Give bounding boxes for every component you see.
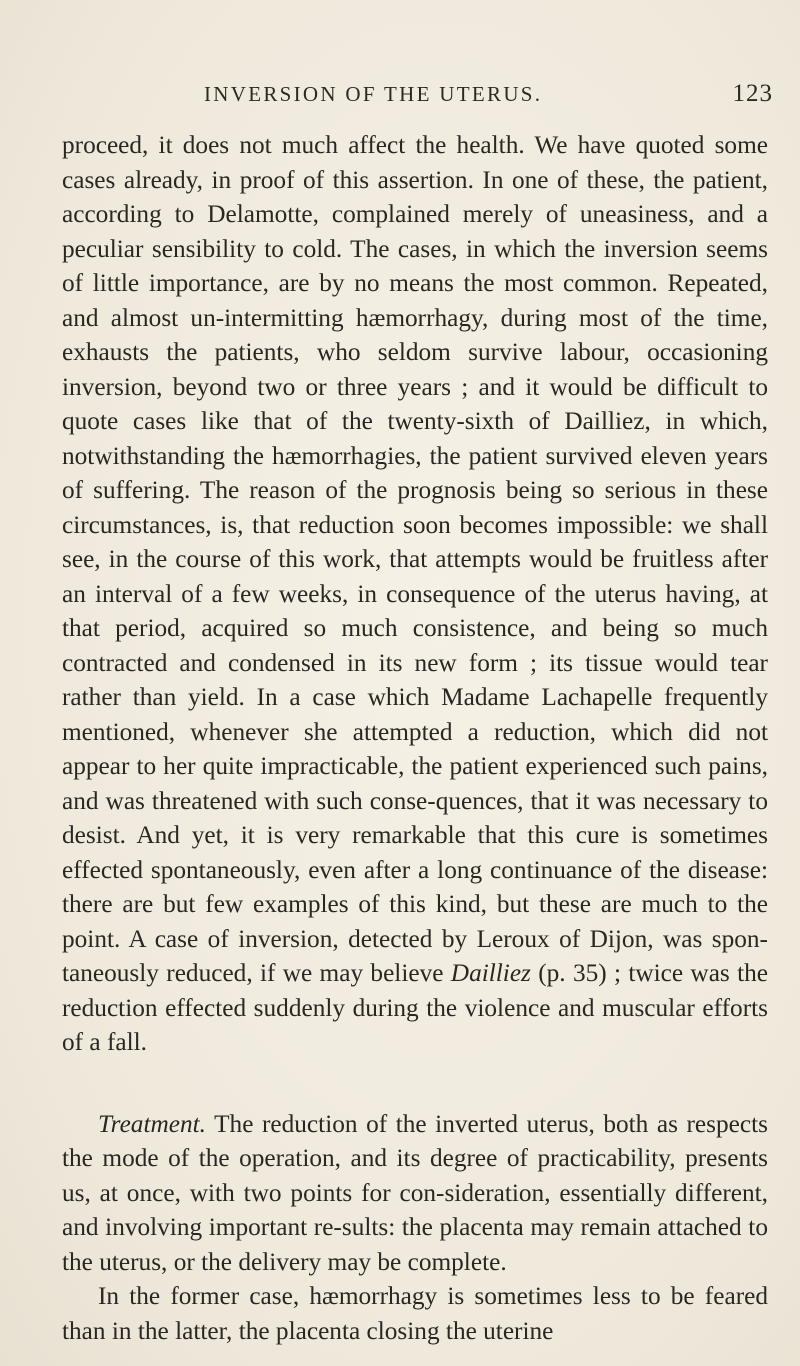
running-head: INVERSION OF THE UTERUS.	[204, 82, 543, 106]
text-segment: The reduction of the inverted uterus, both as respects the mode of the operation, and its degree of practicability, presents us, at once, with two points for con-sideration, essentially different, and involving important re-sults: the placenta may remain attached to the uterus, or the delivery may be complete.	[62, 1109, 768, 1276]
text-segment: (p. 35) ; twice was the reduction effected suddenly during the violence and muscular efforts of a fall.	[62, 959, 768, 1056]
section-heading-treatment: Treatment.	[98, 1109, 206, 1138]
page-number: 123	[732, 80, 773, 107]
text-segment: proceed, it does not much affect the health. We have quoted some cases already, in proof of this assertion. In one of these, the patient, according to Delamotte, complained merely of uneasiness, and a peculiar sensibility to cold. The cases, in which the inversion seems of little importance, are by no means the most common. Repeated, and almost un-intermitting hæmorrhagy, during most of the time, exhausts the patients, who seldom survive labour, occasioning inversion, beyond two or three years ; and it would be difficult to quote cases like that of the twenty-sixth of Dailliez, in which, notwithstanding the hæmorrhagies, the patient survived eleven years of suffering. The reason of the prognosis being so serious in these circumstances, is, that reduction soon becomes impossible: we shall see, in the course of this work, that attempts would be fruitless after an interval of a few weeks, in consequence of the uterus having, at that period, acquired so much consistence, and being so much contracted and condensed in its new form ; its tissue would tear rather than yield. In a case which Madame Lachapelle frequently mentioned, whenever she attempted a reduction, which did not appear to her quite impracticable, the patient experienced such pains, and was threatened with such conse-quences, that it was necessary to desist. And yet, it is very remarkable that this cure is sometimes effected spontaneously, even after a long continuance of the disease: there are but few examples of this kind, but these are much to the point. A case of inversion, detected by Leroux of Dijon, was spon-taneously reduced, if we may believe	[62, 131, 768, 987]
page-header	[60, 78, 773, 114]
paragraph-prognosis	[62, 128, 768, 1060]
text-segment-italic: Dailliez	[450, 959, 531, 987]
text-segment: In the former case, hæmorrhagy is sometimes less to be feared than in the latter, the placenta closing the uterine	[62, 1282, 768, 1345]
body-text	[62, 128, 768, 1348]
paragraph-treatment	[62, 1107, 768, 1280]
paragraph-former-case	[62, 1279, 768, 1348]
